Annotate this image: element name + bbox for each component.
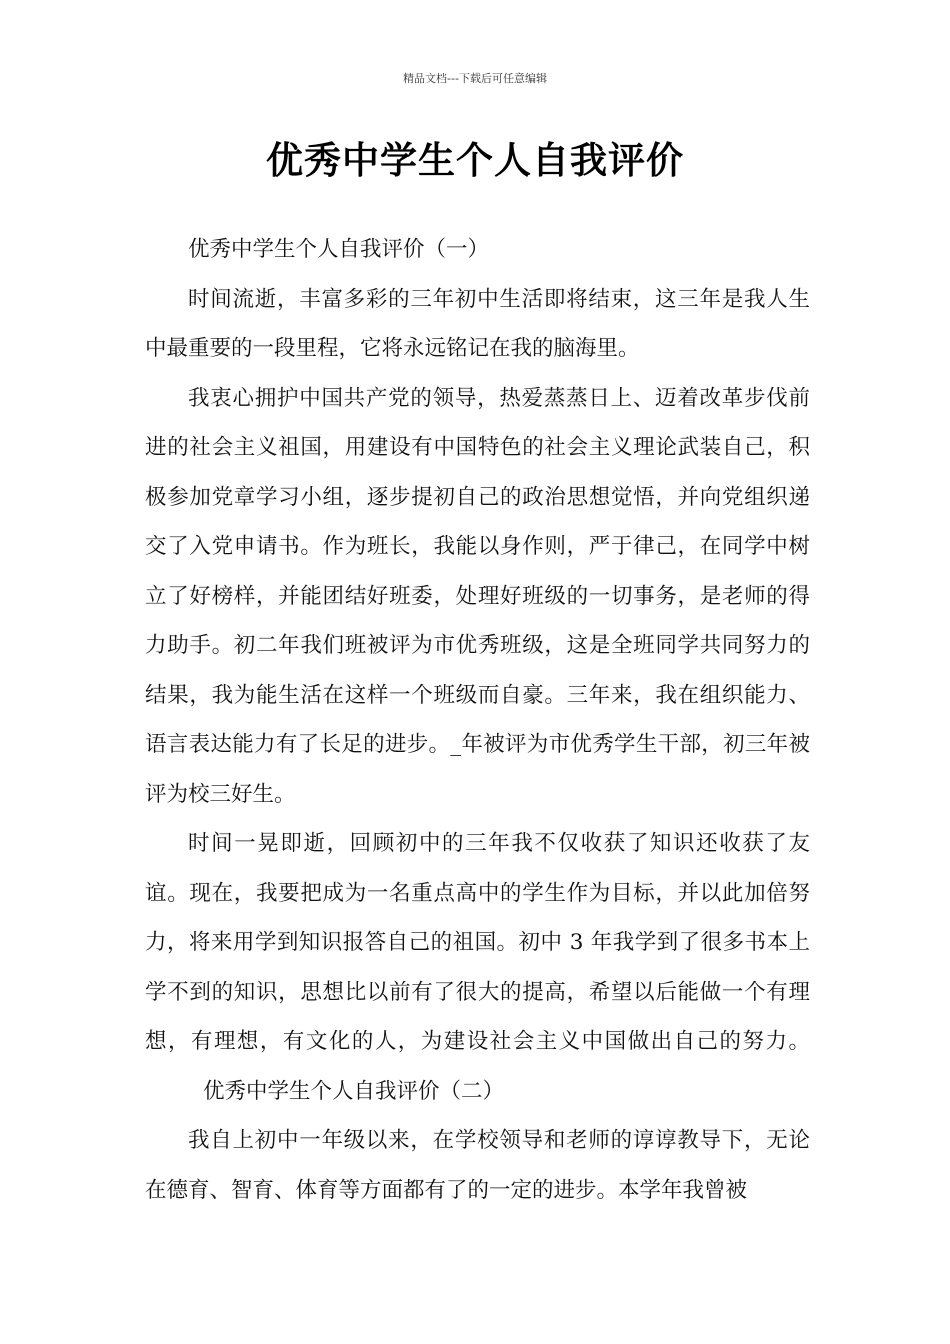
document-title: 优秀中学生个人自我评价 (266, 139, 684, 182)
paragraph-2: 我衷心拥护中国共产党的领导，热爱蒸蒸日上、迈着改革步伐前进的社会主义祖国，用建设有中国特色的社会主义理论武装自己，积极参加党章学习小组，逐步提初自己的政治思想觉悟，并向党组织递交了入党申请书。作为班长，我能以身作则，严于律己，在同学中树立了好榜样，并能团结好班委，处理好班级的一切事务，是老师的得力助手。初二年我们班被评为市优秀班级，这是全班同学共同努力的结果，我为能生活在这样一个班级而自豪。三年来，我在组织能力、语言表达能力有了长足的进步。_年被评为市优秀学生干部，初三年被评为校三好生。 (145, 385, 810, 807)
paragraph-3 (145, 819, 810, 1116)
header-note: 精品文档---下载后可任意编辑 (403, 72, 547, 85)
paragraph-1: 时间流逝，丰富多彩的三年初中生活即将结束，这三年是我人生中最重要的一段里程，它将永远铭记在我的脑海里。 (145, 286, 810, 361)
section-heading-1: 优秀中学生个人自我评价（一） (188, 237, 490, 262)
document-body (145, 225, 810, 1215)
paragraph-4: 我自上初中一年级以来，在学校领导和老师的谆谆教导下，无论在德育、智育、体育等方面都有了的一定的进步。本学年我曾被 (145, 1128, 810, 1203)
paragraph-3-text: 时间一晃即逝，回顾初中的三年我不仅收获了知识还收获了友谊。现在，我要把成为一名重点高中的学生作为目标，并以此加倍努力，将来用学到知识报答自己的祖国。初中 3 年我学到了很多书本上学不到的知识，思想比以前有了很大的提高，希望以后能做一个有理想，有理想，有文化的人，为建设社会主义中国做出自己的努力。 (145, 831, 810, 1054)
section-heading-2: 优秀中学生个人自我评价（二） (203, 1078, 505, 1104)
